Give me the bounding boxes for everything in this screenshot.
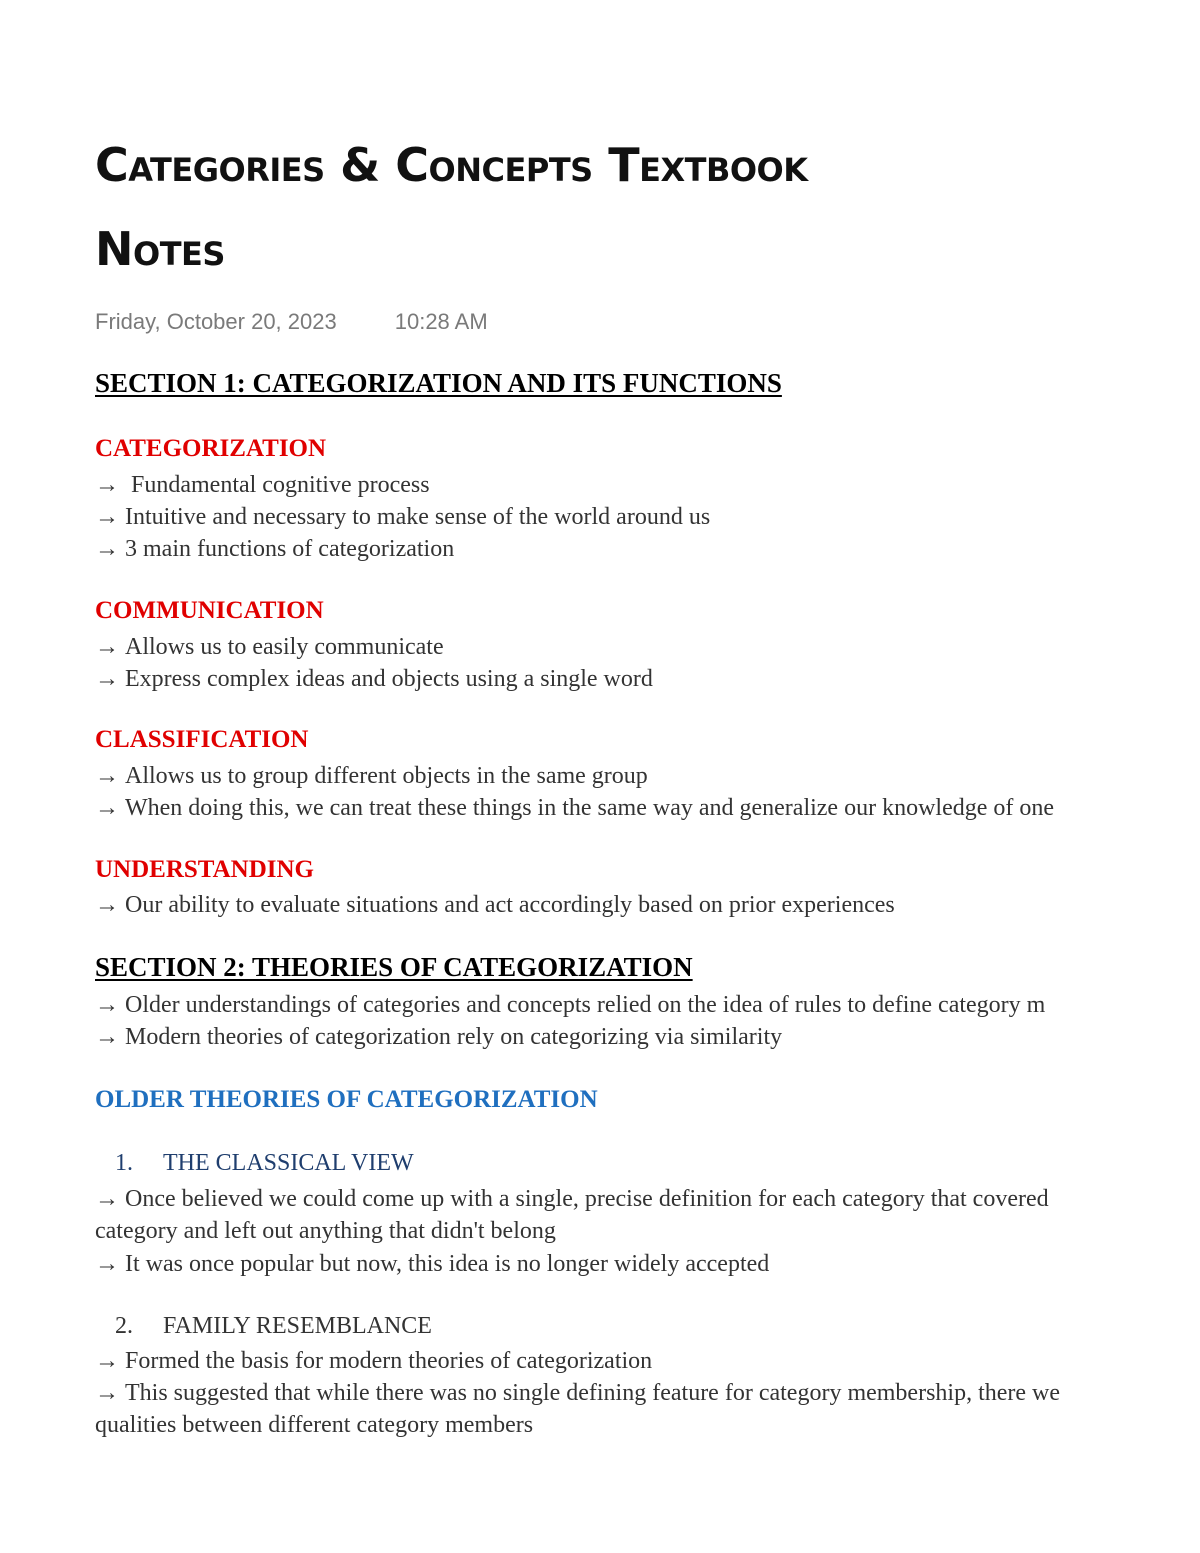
arrow-icon: →: [95, 795, 119, 821]
arrow-icon: →: [95, 1251, 119, 1277]
section-1-heading: SECTION 1: CATEGORIZATION AND ITS FUNCTIONS: [95, 368, 782, 398]
bullet-line: → Our ability to evaluate situations and act accordingly based on prior experiences: [95, 892, 895, 918]
classical-view-heading: 1. THE CLASSICAL VIEW: [115, 1150, 414, 1176]
bullet-line: → Fundamental cognitive process: [95, 472, 430, 498]
bullet-line: → Modern theories of categorization rely on categorizing via similarity: [95, 1024, 783, 1050]
bullet-line: → It was once popular but now, this idea is no longer widely accepted: [95, 1251, 770, 1277]
bullet-line: → When doing this, we can treat these things in the same way and generalize our knowledge of one: [95, 795, 1055, 821]
note-timestamp: [95, 309, 488, 335]
bullet-line: → Allows us to easily communicate: [95, 634, 444, 660]
arrow-icon: →: [95, 472, 119, 498]
arrow-icon: →: [95, 634, 119, 660]
understanding-heading: UNDERSTANDING: [95, 856, 315, 883]
arrow-icon: →: [95, 1380, 119, 1406]
arrow-icon: →: [95, 666, 119, 692]
categorization-heading: CATEGORIZATION: [95, 435, 327, 462]
arrow-icon: →: [95, 536, 119, 562]
arrow-icon: →: [95, 1024, 119, 1050]
bullet-line: → Older understandings of categories and concepts relied on the idea of rules to define category m: [95, 992, 1046, 1018]
note-date: Friday, October 20, 2023: [95, 309, 337, 334]
bullet-line: → Formed the basis for modern theories of categorization: [95, 1348, 653, 1374]
document-title-line-1: Categories & Concepts Textbook: [95, 138, 808, 192]
arrow-icon: →: [95, 992, 119, 1018]
note-time: 10:28 AM: [394, 309, 488, 334]
bullet-continuation: qualities between different category members: [95, 1412, 534, 1438]
bullet-continuation: category and left out anything that didn't belong: [95, 1218, 556, 1244]
document-title-line-2: Notes: [95, 222, 225, 276]
bullet-line: → Allows us to group different objects in the same group: [95, 763, 648, 789]
arrow-icon: →: [95, 763, 119, 789]
arrow-icon: →: [95, 892, 119, 918]
bullet-line: → Express complex ideas and objects using a single word: [95, 666, 653, 692]
arrow-icon: →: [95, 504, 119, 530]
arrow-icon: →: [95, 1186, 119, 1212]
arrow-icon: →: [95, 1348, 119, 1374]
bullet-line: → 3 main functions of categorization: [95, 536, 455, 562]
bullet-line: → Once believed we could come up with a single, precise definition for each category that covered: [95, 1186, 1049, 1212]
bullet-line: → Intuitive and necessary to make sense of the world around us: [95, 504, 711, 530]
older-theories-heading: OLDER THEORIES OF CATEGORIZATION: [95, 1086, 598, 1113]
classification-heading: CLASSIFICATION: [95, 726, 309, 753]
communication-heading: COMMUNICATION: [95, 597, 324, 624]
bullet-line: → This suggested that while there was no single defining feature for category membership, there we: [95, 1380, 1061, 1406]
family-resemblance-heading: 2. FAMILY RESEMBLANCE: [115, 1313, 432, 1339]
section-2-heading: SECTION 2: THEORIES OF CATEGORIZATION: [95, 952, 693, 982]
